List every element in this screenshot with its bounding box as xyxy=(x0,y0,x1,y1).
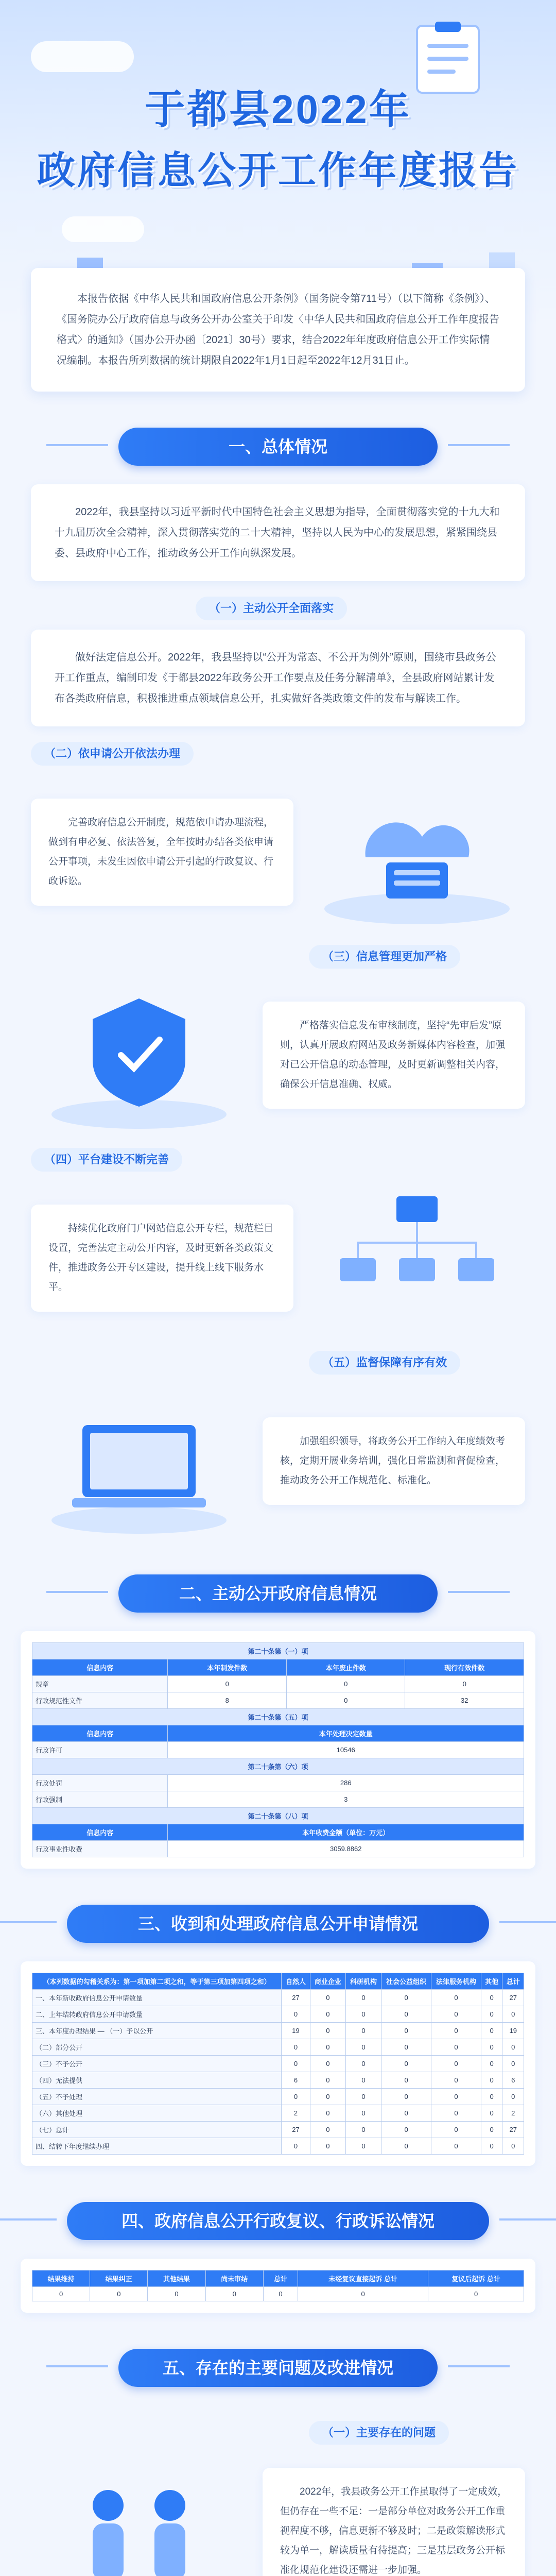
table-header: 法律服务机构 xyxy=(431,1973,481,1990)
table-header: 结果维持 xyxy=(32,2270,90,2287)
table-cell: 0 xyxy=(310,2122,345,2138)
table-cell: 0 xyxy=(481,1990,502,2006)
problems-row xyxy=(31,2454,525,2576)
row-label: （四）无法提供 xyxy=(32,2072,282,2089)
table-cell: 27 xyxy=(282,1990,310,2006)
table-row xyxy=(32,2056,524,2072)
table-band: 第二十条第（五）项 xyxy=(32,1709,524,1725)
active-info-table-card xyxy=(21,1631,535,1869)
table-cell: 0 xyxy=(481,2138,502,2155)
subtitle-problems: （一）主要存在的问题 xyxy=(309,2421,449,2445)
table-row xyxy=(32,2072,524,2089)
table-header: 信息内容 xyxy=(32,1725,168,1742)
table-cell: 0 xyxy=(263,2287,298,2301)
table-cell: 0 xyxy=(381,2039,431,2056)
table-row xyxy=(32,2105,524,2122)
table-cell: 0 xyxy=(310,2006,345,2023)
table-cell: 0 xyxy=(502,2006,524,2023)
table-cell: 0 xyxy=(481,2122,502,2138)
table-row xyxy=(32,2287,524,2301)
table-row xyxy=(32,2122,524,2138)
table-cell: 0 xyxy=(381,2056,431,2072)
network-illustration xyxy=(309,1181,525,1335)
table-cell: 27 xyxy=(282,2122,310,2138)
table-row xyxy=(32,2006,524,2023)
table-header: 现行有效件数 xyxy=(405,1659,524,1676)
table-cell: 0 xyxy=(481,2039,502,2056)
subtitle-supervision: （五）监督保障有序有效 xyxy=(309,1351,460,1375)
table-cell: 0 xyxy=(431,2006,481,2023)
table-header: 信息内容 xyxy=(32,1824,168,1841)
table-header: 本年收费金额（单位：万元） xyxy=(168,1824,524,1841)
table-header: 社会公益组织 xyxy=(381,1973,431,1990)
intro-card: 本报告依据《中华人民共和国政府信息公开条例》（国务院令第711号）（以下简称《条例》）、《国务院办公厅政府信息与政务公开办公室关于印发〈中华人民共和国政府信息公开工作年度报告格式〉的通知》（国办公开办函〔2021〕30号）要求，结合2022年年度政府信息公开工作实际情况编制。本报告所列数据的统计期限自2022年1月1日起至2022年12月31日止。 xyxy=(31,268,525,392)
table-cell: 0 xyxy=(381,2089,431,2105)
table-cell: 0 xyxy=(90,2287,148,2301)
table-header: （本列数据的勾稽关系为：第一项加第二项之和，等于第三项加第四项之和） xyxy=(32,1973,282,1990)
table-row: 行政许可 10546 xyxy=(32,1742,524,1758)
laptop-illustration xyxy=(31,1384,247,1538)
table-cell: 0 xyxy=(381,2023,431,2039)
table-cell: 0 xyxy=(431,2122,481,2138)
table-cell: 0 xyxy=(431,1990,481,2006)
table-band: 第二十条第（八）项 xyxy=(32,1808,524,1824)
section-banner-overview: 一、总体情况 xyxy=(118,428,438,466)
table-row xyxy=(32,1990,524,2006)
row-label: （五）不予处理 xyxy=(32,2089,282,2105)
table-cell: 0 xyxy=(310,2039,345,2056)
platform-text: 持续优化政府门户网站信息公开专栏，规范栏目设置，完善法定主动公开内容，及时更新各类政策文件，推进政务公开专区建设，提升线上线下服务水平。 xyxy=(31,1205,293,1312)
active-disclosure-text xyxy=(31,630,525,726)
application-row xyxy=(31,775,525,929)
table-cell: 0 xyxy=(381,2006,431,2023)
shield-illustration xyxy=(31,978,247,1132)
applications-table xyxy=(32,1973,524,2155)
row-label: （二）部分公开 xyxy=(32,2039,282,2056)
supervision-text: 加强组织领导，将政务公开工作纳入年度绩效考核，定期开展业务培训，强化日常监测和督促检查，推动政务公开工作规范化、标准化。 xyxy=(263,1417,525,1505)
section-banner-review: 四、政府信息公开行政复议、行政诉讼情况 xyxy=(67,2202,489,2240)
table-cell: 0 xyxy=(431,2105,481,2122)
management-row xyxy=(31,978,525,1132)
table-band: 第二十条第（六）项 xyxy=(32,1758,524,1775)
table-cell: 0 xyxy=(431,2039,481,2056)
table-header: 信息内容 xyxy=(32,1659,168,1676)
table-cell: 0 xyxy=(298,2287,428,2301)
table-cell: 0 xyxy=(431,2023,481,2039)
report-title xyxy=(0,77,556,195)
table-cell: 0 xyxy=(310,2105,345,2122)
applications-table-card xyxy=(21,1961,535,2166)
row-label: 二、上年结转政府信息公开申请数量 xyxy=(32,2006,282,2023)
overview-lead-text: 2022年，我县坚持以习近平新时代中国特色社会主义思想为指导，全面贯彻落实党的十九大和十九届历次全会精神，深入贯彻落实党的二十大精神，坚持以人民为中心的发展思想，紧紧围绕县委、县政府中心工作，推动政务公开工作向纵深发展。 xyxy=(55,506,500,559)
table-cell: 0 xyxy=(431,2072,481,2089)
cloud-server-illustration xyxy=(309,775,525,929)
platform-row xyxy=(31,1181,525,1335)
table-header: 本年废止件数 xyxy=(286,1659,405,1676)
table-cell: 19 xyxy=(502,2023,524,2039)
table-cell: 0 xyxy=(481,2023,502,2039)
table-row xyxy=(32,2039,524,2056)
table-cell: 0 xyxy=(345,2105,381,2122)
table-cell: 0 xyxy=(381,1990,431,2006)
title-line-2: 政府信息公开工作年度报告 xyxy=(37,149,519,192)
table-cell: 6 xyxy=(502,2072,524,2089)
table-cell: 0 xyxy=(345,2122,381,2138)
subtitle-application: （二）依申请公开依法办理 xyxy=(31,742,194,766)
table-header: 本年制发件数 xyxy=(168,1659,287,1676)
cloud-decoration xyxy=(31,41,134,72)
table-cell: 0 xyxy=(481,2089,502,2105)
table-row: 行政规范性文件 8 0 32 xyxy=(32,1692,524,1709)
table-cell: 0 xyxy=(32,2287,90,2301)
table-cell: 0 xyxy=(310,1990,345,2006)
table-header: 商业企业 xyxy=(310,1973,345,1990)
table-row xyxy=(32,2138,524,2155)
table-cell: 0 xyxy=(345,2039,381,2056)
table-cell: 0 xyxy=(345,2072,381,2089)
table-cell: 0 xyxy=(481,2072,502,2089)
table-cell: 0 xyxy=(282,2039,310,2056)
row-label: （七）总计 xyxy=(32,2122,282,2138)
table-header: 复议后起诉 总计 xyxy=(428,2270,524,2287)
table-band: 第二十条第（一）项 xyxy=(32,1643,524,1659)
table-row xyxy=(32,2023,524,2039)
supervision-row xyxy=(31,1384,525,1538)
people-illustration xyxy=(31,2454,247,2576)
table-cell: 0 xyxy=(310,2138,345,2155)
application-text: 完善政府信息公开制度，规范依申请办理流程，做到有申必复、依法答复，全年按时办结各类依申请公开事项，未发生因依申请公开引起的行政复议、行政诉讼。 xyxy=(31,799,293,906)
table-cell: 0 xyxy=(282,2056,310,2072)
table-cell: 0 xyxy=(502,2056,524,2072)
subtitle-management: （三）信息管理更加严格 xyxy=(309,945,460,969)
table-cell: 27 xyxy=(502,1990,524,2006)
table-cell: 0 xyxy=(502,2039,524,2056)
table-cell: 0 xyxy=(428,2287,524,2301)
table-cell: 0 xyxy=(431,2138,481,2155)
table-cell: 0 xyxy=(502,2089,524,2105)
table-cell: 0 xyxy=(205,2287,263,2301)
table-cell: 0 xyxy=(502,2138,524,2155)
row-label: 三、本年度办理结果 — （一）予以公开 xyxy=(32,2023,282,2039)
table-cell: 0 xyxy=(345,2006,381,2023)
table-cell: 0 xyxy=(381,2072,431,2089)
table-row: 规章 0 0 0 xyxy=(32,1676,524,1692)
table-header: 其他 xyxy=(481,1973,502,1990)
table-cell: 0 xyxy=(345,2023,381,2039)
table-cell: 0 xyxy=(282,2138,310,2155)
row-label: 一、本年新收政府信息公开申请数量 xyxy=(32,1990,282,2006)
table-cell: 19 xyxy=(282,2023,310,2039)
title-line-1: 于都县2022年 xyxy=(145,87,411,132)
table-header: 本年处理决定数量 xyxy=(168,1725,524,1742)
active-info-table xyxy=(32,1642,524,1857)
table-header: 其他结果 xyxy=(148,2270,205,2287)
table-cell: 0 xyxy=(310,2023,345,2039)
table-cell: 6 xyxy=(282,2072,310,2089)
overview-lead xyxy=(31,484,525,581)
row-label: 四、结转下年度继续办理 xyxy=(32,2138,282,2155)
row-label: （六）其他处理 xyxy=(32,2105,282,2122)
table-header: 总计 xyxy=(263,2270,298,2287)
table-cell: 0 xyxy=(381,2138,431,2155)
table-cell: 0 xyxy=(148,2287,205,2301)
table-cell: 0 xyxy=(381,2122,431,2138)
table-cell: 0 xyxy=(481,2105,502,2122)
table-header: 未经复议直接起诉 总计 xyxy=(298,2270,428,2287)
section-banner-problems: 五、存在的主要问题及改进情况 xyxy=(118,2349,438,2387)
table-cell: 0 xyxy=(345,1990,381,2006)
table-row: 行政处罚 286 xyxy=(32,1775,524,1791)
management-text: 严格落实信息发布审核制度，坚持“先审后发”原则，认真开展政府网站及政务新媒体内容检查，加强对已公开信息的动态管理，及时更新调整相关内容，确保公开信息准确、权威。 xyxy=(263,1002,525,1109)
table-cell: 0 xyxy=(431,2089,481,2105)
table-cell: 0 xyxy=(282,2089,310,2105)
review-table-card xyxy=(21,2259,535,2313)
table-cell: 0 xyxy=(310,2056,345,2072)
table-cell: 2 xyxy=(502,2105,524,2122)
table-row: 行政强制 3 xyxy=(32,1791,524,1808)
table-cell: 27 xyxy=(502,2122,524,2138)
section-banner-applications: 三、收到和处理政府信息公开申请情况 xyxy=(67,1905,489,1943)
table-header: 尚未审结 xyxy=(205,2270,263,2287)
table-cell: 0 xyxy=(481,2056,502,2072)
problems-text: 2022年，我县政务公开工作虽取得了一定成效，但仍存在一些不足：一是部分单位对政务公开工作重视程度不够，信息更新不够及时；二是政策解读形式较为单一，解读质量有待提高；三是基层政务公开标准化规范化建设还需进一步加强。 xyxy=(263,2468,525,2576)
table-cell: 0 xyxy=(381,2105,431,2122)
table-cell: 2 xyxy=(282,2105,310,2122)
table-row: 行政事业性收费 3059.8862 xyxy=(32,1841,524,1857)
table-cell: 0 xyxy=(345,2056,381,2072)
table-row xyxy=(32,2089,524,2105)
table-cell: 0 xyxy=(345,2089,381,2105)
table-cell: 0 xyxy=(310,2089,345,2105)
table-header: 自然人 xyxy=(282,1973,310,1990)
active-disclosure-paragraph: 做好法定信息公开。2022年，我县坚持以“公开为常态、不公开为例外”原则，围绕市县政务公开工作重点，编制印发《于都县2022年政务公开工作要点及任务分解清单》，全县政府网站累计发布各类政府信息，积极推进重点领域信息公开，扎实做好各类政策文件的发布与解读工作。 xyxy=(55,652,496,704)
table-header: 总计 xyxy=(502,1973,524,1990)
table-cell: 0 xyxy=(431,2056,481,2072)
table-header: 结果纠正 xyxy=(90,2270,148,2287)
row-label: （三）不予公开 xyxy=(32,2056,282,2072)
table-cell: 0 xyxy=(282,2006,310,2023)
subtitle-active-disclosure: （一）主动公开全面落实 xyxy=(196,597,347,620)
table-cell: 0 xyxy=(345,2138,381,2155)
table-cell: 0 xyxy=(310,2072,345,2089)
table-cell: 0 xyxy=(481,2006,502,2023)
review-table xyxy=(32,2270,524,2301)
table-header: 科研机构 xyxy=(345,1973,381,1990)
subtitle-platform: （四）平台建设不断完善 xyxy=(31,1148,182,1172)
section-banner-active-info: 二、主动公开政府信息情况 xyxy=(118,1574,438,1613)
